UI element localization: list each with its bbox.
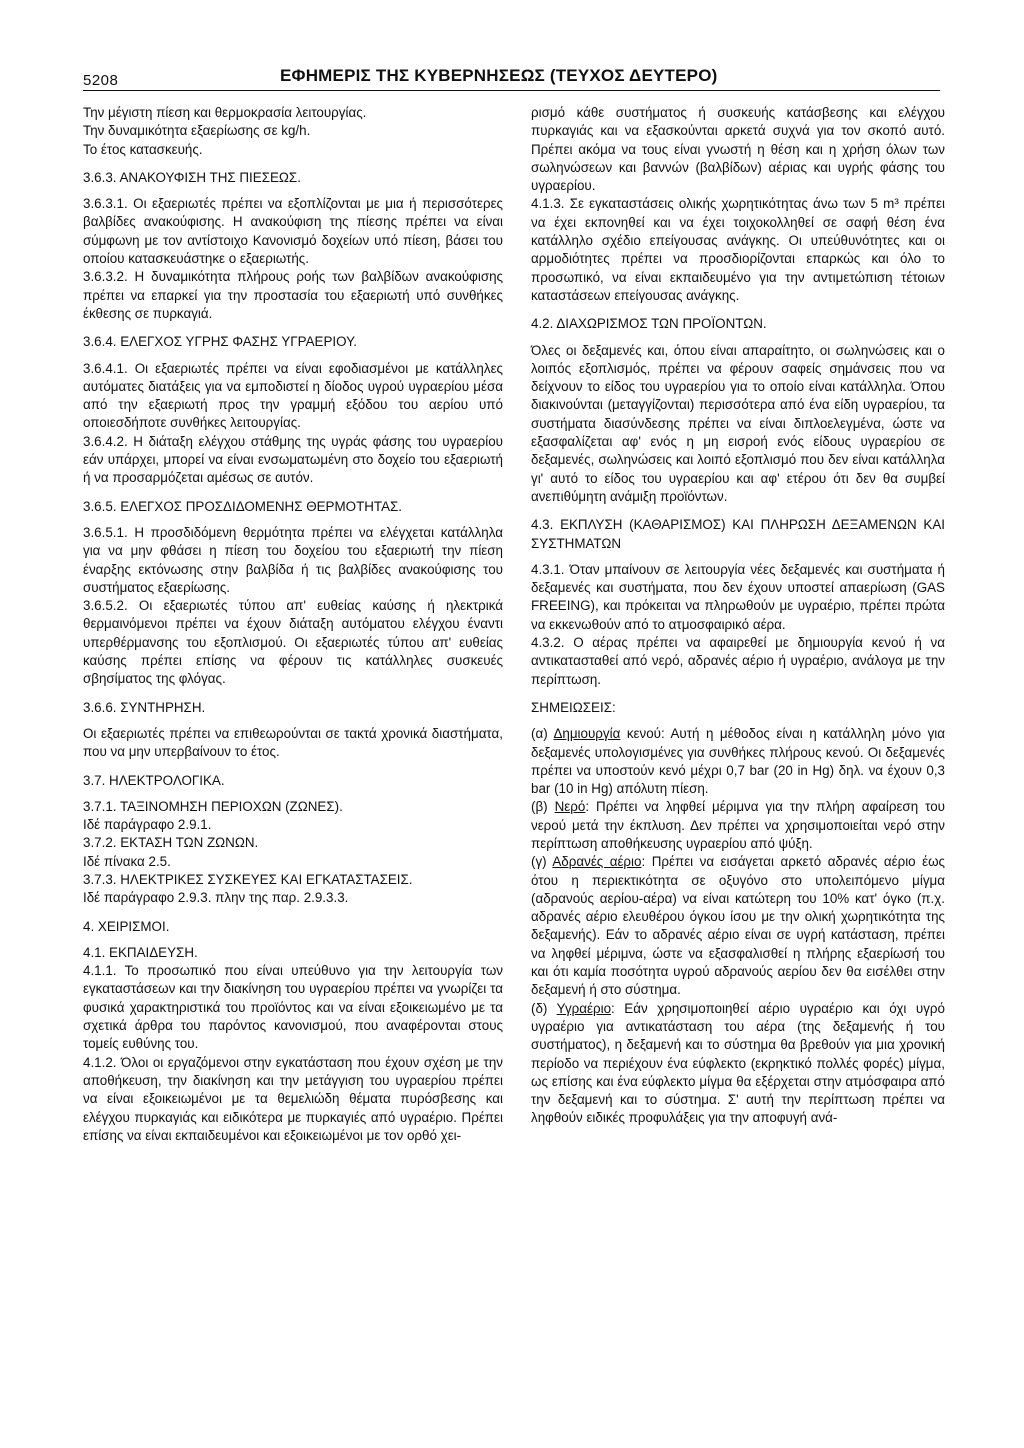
section-heading: 3.7.2. ΕΚΤΑΣΗ ΤΩΝ ΖΩΝΩΝ.	[83, 835, 259, 851]
section-heading: 4.3. ΕΚΠΛΥΣΗ (ΚΑΘΑΡΙΣΜΟΣ) ΚΑΙ ΠΛΗΡΩΣΗ ΔΕΞΑΜΕΝΩΝ ΚΑΙ ΣΥΣΤΗΜΑΤΩΝ	[531, 517, 945, 551]
note-text: : Πρέπει να ληφθεί μέριμνα για την πλήρη αφαίρεση του νερού μετά την έκπλυση. Δεν πρέπει να χρησιμοποιείται νερό στην περίπτωση αποθήκευσης υγραερίου από ψύξη.	[531, 799, 945, 851]
right-column	[531, 104, 945, 1128]
note-item	[531, 853, 945, 999]
journal-title: ΕΦΗΜΕΡΙΣ ΤΗΣ ΚΥΒΕΡΝΗΣΕΩΣ (ΤΕΥΧΟΣ ΔΕΥΤΕΡΟ)	[280, 66, 718, 85]
paragraph: 4.1.1. Το προσωπικό που είναι υπεύθυνο για την λειτουργία των εγκαταστάσεων και την διακίνηση του υγραερίου πρέπει να γνωρίζει τα φυσικά χαρακτηριστικά του προϊόντος και να είναι εξοικειωμένο με τα σχετικά άρθρα του παρόντος κανονισμού, που αναφέρονται στους τομείς ευθύνης του.	[83, 963, 503, 1052]
note-text: κενού: Αυτή η μέθοδος είναι η κατάλληλη μόνο για δεξαμενές υπολογισμένες για συνθήκες πλήρους κενού. Οι δεξαμενές πρέπει να υποστούν κενό μέχρι 0,7 bar (20 in Hg) δηλ. να έχουν 0,3 bar (10 in Hg) απόλυτη πίεση.	[531, 726, 945, 797]
paragraph: 3.6.3.1. Οι εξαεριωτές πρέπει να εξοπλίζονται με μια ή περισσότερες βαλβίδες ανακούφισης. Η ανακούφιση της πίεσης πρέπει να είναι σύμφωνη με τον αντίστοιχο Κανονισμό δοχείων υπό πίεση, βάσει του οποίου κατασκευάστηκε ο εξαεριωτής.	[83, 196, 503, 267]
paragraph: 4.3.2. Ο αέρας πρέπει να αφαιρεθεί με δημιουργία κενού ή να αντικατασταθεί από νερό, αδρανές αέριο ή υγραέριο, ανάλογα με την περίπτωση.	[531, 635, 945, 687]
paragraph: 4.3.1. Όταν μπαίνουν σε λειτουργία νέες δεξαμενές και συστήματα ή δεξαμενές και συστήματα, που δεν έχουν υποστεί απαερίωση (GAS FREEING), και πρόκειται να πληρωθούν με υγραέριο, πρέπει πρώτα να εκκενωθούν από το ατμοσφαιρικό αέρα.	[531, 561, 945, 632]
note-item	[531, 725, 945, 798]
note-label: (δ)	[531, 1000, 548, 1016]
paragraph: 4.1.2. Όλοι οι εργαζόμενοι στην εγκατάσταση που έχουν σχέση με την αποθήκευση, την διακίνηση και την μετάγγιση του υγραερίου πρέπει να είναι εξοικειωμένοι με τα θεμελιώδη θέματα πυρόσβεσης και ελέγχου πυρκαγιάς και ειδικότερα με πυρκαγιές από υγραέριο. Πρέπει επίσης να είναι εκπαιδευμένοι και εξοικειωμένοι με τον ορθό χει-	[83, 1054, 503, 1143]
note-label: (β)	[531, 799, 548, 815]
note-text: : Πρέπει να εισάγεται αρκετό αδρανές αέριο έως ότου η περιεκτικότητα σε οξυγόνο στο υπολειπόμενο μίγμα (αδρανούς αερίου-αέρα) να είναι κατώτερη του 10% κατ' όγκο (π.χ. αδρανές αέριο ελευθέρου όγκου ίσου με την ολική χωρητικότητα της δεξαμενής). Εάν το αδρανές αέριο είναι σε υγρή κατάσταση, πρέπει να ληφθεί μέριμνα, ώστε να εξασφαλισθεί η πλήρης εξαερίωσή του και ότι καμία ποσότητα υγρού αδρανούς αερίου δεν θα εισέλθει στην δεξαμενή ή στο σύστημα.	[531, 854, 945, 998]
section-heading: 4. ΧΕΙΡΙΣΜΟΙ.	[83, 918, 170, 934]
paragraph: Την δυναμικότητα εξαερίωσης σε kg/h.	[83, 123, 311, 139]
paragraph: 3.6.5.1. Η προσδιδόμενη θερμότητα πρέπει να ελέγχεται κατάλληλα για να μην φθάσει η πίεση του δοχείου του εξαεριωτή την πίεση έναρξης εκτόνωσης στην βαλβίδα ή τις βαλβίδες ανακούφισης του συστήματος εξαερίωσης.	[83, 524, 503, 595]
paragraph: Όλες οι δεξαμενές και, όπου είναι απαραίτητο, οι σωληνώσεις και ο λοιπός εξοπλισμός, πρέπει να φέρουν σαφείς σημάνσεις που να δείχνουν το είδος του υγραερίου για το οποίο είναι κατάλληλα. Όπου διακινούνται (μεταγγίζονται) περισσότερα από ένα είδη υγραερίου, τα συστήματα διασύνδεσης πρέπει να είναι διπλοελεγμένα, ώστε να εξασφαλίζεται αφ' ενός η μη εισροή ενός είδους υγραερίου σε δεξαμενές, σωληνώσεις και λοιπό εξοπλισμό που δεν είναι κατάλληλα γι' αυτό το είδος του υγραερίου και αφ' ετέρου ότι δεν θα συμβεί ανεπιθύμητη ανάμιξη προϊόντων.	[531, 342, 945, 504]
section-heading: 3.6.4. ΕΛΕΓΧΟΣ ΥΓΡΗΣ ΦΑΣΗΣ ΥΓΡΑΕΡΙΟΥ.	[83, 334, 358, 350]
paragraph: Ιδέ παράγραφο 2.9.1.	[83, 817, 212, 833]
paragraph: Την μέγιστη πίεση και θερμοκρασία λειτουργίας.	[83, 105, 367, 120]
paragraph: Ιδέ παράγραφο 2.9.3. πλην της παρ. 2.9.3.3.	[83, 890, 349, 906]
note-item	[531, 798, 945, 853]
section-heading: 4.2. ΔΙΑΧΩΡΙΣΜΟΣ ΤΩΝ ΠΡΟΪΟΝΤΩΝ.	[531, 316, 767, 332]
page-header	[83, 62, 940, 96]
note-term: Υγραέριο	[556, 1000, 612, 1016]
paragraph: 3.6.4.2. Η διάταξη ελέγχου στάθμης της υγράς φάσης του υγραερίου εάν υπάρχει, μπορεί να είναι ενσωματωμένη στο δοχείο του εξαεριωτή ή να προσαρμόζεται αμέσως σε αυτόν.	[83, 433, 503, 486]
paragraph: Το έτος κατασκευής.	[83, 141, 203, 157]
note-label: (γ)	[531, 854, 547, 870]
section-heading: 3.6.6. ΣΥΝΤΗΡΗΣΗ.	[83, 699, 206, 715]
paragraph: Οι εξαεριωτές πρέπει να επιθεωρούνται σε τακτά χρονικά διαστήματα, που να μην υπερβαίνουν το έτος.	[83, 725, 503, 760]
note-term: Αδρανές αέριο	[552, 854, 642, 870]
notes-heading: ΣΗΜΕΙΩΣΕΙΣ:	[531, 699, 616, 715]
paragraph: 4.1.3. Σε εγκαταστάσεις ολικής χωρητικότητας άνω των 5 m³ πρέπει να έχει εκπονηθεί και να έχει τοιχοκολληθεί σε σαφή θέση ένα κατάλληλο σχέδιο επείγουσας ανάγκης. Οι υπεύθυνότητες και οι αρμοδιότητες πρέπει να προσδιορίζονται επαρκώς και όλο το προσωπικό, να είναι εκπαιδευμένο για την αντιμετώπιση τέτοιων καταστάσεων επείγουσας ανάγκης.	[531, 196, 945, 303]
paragraph: 3.6.3.2. Η δυναμικότητα πλήρους ροής των βαλβίδων ανακούφισης πρέπει να επαρκεί για την προστασία του εξαεριωτή υπό συνθήκες έκθεσης σε πυρκαγιά.	[83, 269, 503, 321]
paragraph: ρισμό κάθε συστήματος ή συσκευής κατάσβεσης και ελέγχου πυρκαγιάς και να εξασκούνται αρκετά συχνά για τον σκοπό αυτό. Πρέπει ακόμα να τους είναι γνωστή η θέση και η χρήση όλων των σωληνώσεων και βαννών (βαλβίδων) αέριας και υγρής φάσης του υγραερίου.	[531, 105, 945, 194]
header-rule	[83, 90, 940, 91]
paragraph: Ιδέ πίνακα 2.5.	[83, 853, 171, 869]
section-heading: 3.6.3. ΑΝΑΚΟΥΦΙΣΗ ΤΗΣ ΠΙΕΣΕΩΣ.	[83, 169, 301, 185]
paragraph: 3.6.5.2. Οι εξαεριωτές τύπου απ' ευθείας καύσης ή ηλεκτρικά θερμαινόμενοι πρέπει να έχουν διάταξη αυτόματου ελέγχου έναντι υπερθέρμανσης του εξοπλισμού. Οι εξαεριωτές τύπου απ' ευθείας καύσης πρέπει επίσης να φέρουν τις κατάλληλες συσκευές σβησίματος της φλόγας.	[83, 598, 503, 687]
note-text: : Εάν χρησιμοποιηθεί αέριο υγραέριο και όχι υγρό υγραέριο για αντικατάσταση του αέρα (της δεξαμενής ή του συστήματος), η δεξαμενή και το σύστημα θα βρεθούν για μια χρονική περίοδο να περιέχουν ένα εύφλεκτο (εκρηκτικό πολλές φορές) μίγμα, ως επίσης και ένα εύφλεκτο μίγμα θα εξέρχεται στην ατμόσφαιρα από την δεξαμενή και το σύστημα. Σ' αυτή την περίπτωση πρέπει να ληφθούν ειδικές προφυλάξεις για την αποφυγή ανά-	[531, 1000, 945, 1126]
section-heading: 3.7.3. ΗΛΕΚΤΡΙΚΕΣ ΣΥΣΚΕΥΕΣ ΚΑΙ ΕΓΚΑΤΑΣΤΑΣΕΙΣ.	[83, 871, 413, 887]
note-item	[531, 1000, 945, 1128]
section-heading: 3.6.5. ΕΛΕΓΧΟΣ ΠΡΟΣΔΙΔΟΜΕΝΗΣ ΘΕΡΜΟΤΗΤΑΣ.	[83, 498, 403, 514]
page-number: 5208	[83, 72, 119, 89]
left-column	[83, 104, 503, 1145]
paragraph: 3.6.4.1. Οι εξαεριωτές πρέπει να είναι εφοδιασμένοι με κατάλληλες αυτόματες διατάξεις για να εμποδιστεί η δίοδος υγρού υγραερίου μέσα από την εξαεριωτή προς την γραμμή εξόδου του αερίου υπό οποιεσδήποτε συνθήκες λειτουργίας.	[83, 360, 503, 431]
section-heading: 4.1. ΕΚΠΑΙΔΕΥΣΗ.	[83, 944, 198, 960]
note-term: Νερό	[554, 799, 586, 815]
note-label: (α)	[531, 726, 548, 742]
section-heading: 3.7. ΗΛΕΚΤΡΟΛΟΓΙΚΑ.	[83, 772, 225, 788]
section-heading: 3.7.1. ΤΑΞΙΝΟΜΗΣΗ ΠΕΡΙΟΧΩΝ (ΖΩΝΕΣ).	[83, 798, 343, 814]
note-term: Δημιουργία	[553, 726, 621, 742]
